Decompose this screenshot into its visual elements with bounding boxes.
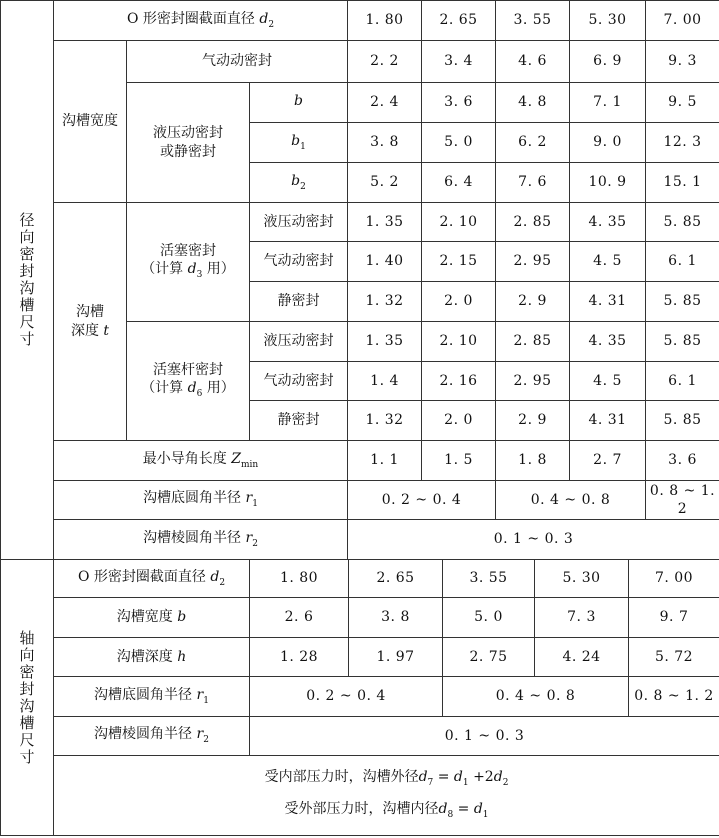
table-cell: 7. 3 <box>535 598 629 638</box>
table-cell: 2. 95 <box>496 242 570 282</box>
axial-note-row <box>1 756 719 836</box>
table-cell: 7. 1 <box>570 83 646 123</box>
table-cell: 2. 10 <box>422 203 496 242</box>
table-cell: 1. 40 <box>348 242 422 282</box>
width-pneumatic-row <box>1 41 719 83</box>
radial-bottom-radius-row <box>1 481 719 520</box>
table-cell: 1. 35 <box>348 322 422 362</box>
table-cell: 5. 85 <box>646 282 719 322</box>
table-cell: 5. 85 <box>646 203 719 242</box>
table-cell: 0. 1 ~ 0. 3 <box>250 717 719 756</box>
seal-type-label: 气动动密封 <box>250 242 348 282</box>
table-cell: 1. 5 <box>422 441 496 481</box>
axial-width-row <box>1 598 719 638</box>
axial-bottom-radius-row <box>1 677 719 717</box>
axial-bottom-radius-label: 沟槽底圆角半径 $r_1$ <box>54 677 250 717</box>
table-cell: 9. 0 <box>570 123 646 163</box>
table-cell: 0. 2 ~ 0. 4 <box>348 481 496 520</box>
axial-header-label: O 形密封圈截面直径 $d_2$ <box>54 560 250 598</box>
table-cell: 6. 1 <box>646 242 719 282</box>
chamfer-label: 最小导角长度 $Z_{min}$ <box>54 441 348 481</box>
radial-header-value: 1. 80 <box>348 1 422 41</box>
note-inner-pressure: 受内部压力时，沟槽外径$d_7 = d_1 +2d_2$ <box>264 768 509 788</box>
table-cell: 0. 4 ~ 0. 8 <box>443 677 629 717</box>
table-cell: 2. 9 <box>496 282 570 322</box>
axial-width-label: 沟槽宽度 b <box>54 598 250 638</box>
hydraulic-label: 液压动密封 或静密封 <box>127 83 250 203</box>
table-cell: 4. 5 <box>570 362 646 401</box>
axial-depth-row <box>1 638 719 677</box>
table-cell: 1. 32 <box>348 401 422 441</box>
table-cell: 5. 72 <box>629 638 719 677</box>
table-cell: 3. 6 <box>422 83 496 123</box>
note-outer-pressure: 受外部压力时，沟槽内径$d_8 = d_1$ <box>284 800 489 820</box>
table-cell: 2. 16 <box>422 362 496 401</box>
radial-header-value: 3. 55 <box>496 1 570 41</box>
axial-side-label: 轴向密封沟槽尺寸 <box>1 560 54 836</box>
table-cell: 2. 4 <box>348 83 422 123</box>
radial-header-row <box>1 1 719 41</box>
table-cell: 2. 0 <box>422 401 496 441</box>
table-cell: 5. 2 <box>348 163 422 203</box>
table-cell: 2. 7 <box>570 441 646 481</box>
table-cell: 1. 4 <box>348 362 422 401</box>
pressure-note <box>54 756 719 836</box>
radial-header-value: 7. 00 <box>646 1 719 41</box>
width-group-label: 沟槽宽度 <box>54 41 127 203</box>
table-cell: 5. 0 <box>422 123 496 163</box>
table-cell: 4. 8 <box>496 83 570 123</box>
radial-edge-radius-row <box>1 520 719 560</box>
axial-header-row <box>1 560 719 598</box>
seal-type-label: 静密封 <box>250 401 348 441</box>
table-cell: 3. 8 <box>349 598 443 638</box>
table-cell: 2. 0 <box>422 282 496 322</box>
depth-group-label: 沟槽 深度 t <box>54 203 127 441</box>
axial-depth-label: 沟槽深度 h <box>54 638 250 677</box>
edge-radius-label: 沟槽棱圆角半径 $r_2$ <box>54 520 348 560</box>
table-cell: 2. 2 <box>348 41 422 83</box>
table-cell: 1. 28 <box>250 638 349 677</box>
table-cell: 0. 1 ~ 0. 3 <box>348 520 719 560</box>
table-cell: 2. 75 <box>443 638 535 677</box>
table-cell: 1. 32 <box>348 282 422 322</box>
radial-header-label: O 形密封圈截面直径 $d_2$ <box>54 1 348 41</box>
table-cell: 3. 6 <box>646 441 719 481</box>
table-cell: 1. 35 <box>348 203 422 242</box>
seal-type-label: 静密封 <box>250 282 348 322</box>
width-var-cell: b <box>250 83 348 123</box>
radial-header-value: 2. 65 <box>422 1 496 41</box>
table-cell: 1. 1 <box>348 441 422 481</box>
axial-header-value: 1. 80 <box>250 560 349 598</box>
table-cell: 12. 3 <box>646 123 719 163</box>
table-cell: 2. 85 <box>496 203 570 242</box>
table-cell: 2. 10 <box>422 322 496 362</box>
table-cell: 1. 97 <box>349 638 443 677</box>
radial-header-value: 5. 30 <box>570 1 646 41</box>
table-cell: 1. 8 <box>496 441 570 481</box>
table-cell: 3. 8 <box>348 123 422 163</box>
table-cell: 4. 35 <box>570 322 646 362</box>
table-cell: 6. 2 <box>496 123 570 163</box>
table-cell: 9. 7 <box>629 598 719 638</box>
radial-side-label: 径向密封沟槽尺寸 <box>1 1 54 560</box>
table-cell: 4. 31 <box>570 282 646 322</box>
axial-header-value: 3. 55 <box>443 560 535 598</box>
chamfer-row <box>1 441 719 481</box>
table-cell: 2. 6 <box>250 598 349 638</box>
depth-piston-row <box>1 203 719 242</box>
table-cell: 4. 5 <box>570 242 646 282</box>
table-cell: 2. 95 <box>496 362 570 401</box>
table-cell: 4. 24 <box>535 638 629 677</box>
rod-seal-label: 活塞杆密封 （计算 $d_6$ 用） <box>127 322 250 441</box>
axial-header-value: 5. 30 <box>535 560 629 598</box>
bottom-radius-label: 沟槽底圆角半径 $r_1$ <box>54 481 348 520</box>
axial-header-value: 7. 00 <box>629 560 719 598</box>
table-cell: 5. 0 <box>443 598 535 638</box>
axial-edge-radius-label: 沟槽棱圆角半径 $r_2$ <box>54 717 250 756</box>
width-var-cell: $b_2$ <box>250 163 348 203</box>
table-cell: 4. 6 <box>496 41 570 83</box>
axial-edge-radius-row <box>1 717 719 756</box>
table-cell: 2. 15 <box>422 242 496 282</box>
table-cell: 2. 85 <box>496 322 570 362</box>
table-cell: 6. 4 <box>422 163 496 203</box>
table-cell: 2. 9 <box>496 401 570 441</box>
table-cell: 0. 8 ~ 1. 2 <box>629 677 719 717</box>
seal-type-label: 气动动密封 <box>250 362 348 401</box>
pneumatic-dynamic-label: 气动动密封 <box>127 41 348 83</box>
axial-header-value: 2. 65 <box>349 560 443 598</box>
piston-seal-label: 活塞密封 （计算 $d_3$ 用） <box>127 203 250 322</box>
seal-type-label: 液压动密封 <box>250 203 348 242</box>
table-cell: 9. 3 <box>646 41 719 83</box>
table-cell: 6. 9 <box>570 41 646 83</box>
table-cell: 0. 4 ~ 0. 8 <box>496 481 646 520</box>
axial-groove-table <box>0 559 719 836</box>
width-var-cell: $b_1$ <box>250 123 348 163</box>
table-cell: 7. 6 <box>496 163 570 203</box>
seal-type-label: 液压动密封 <box>250 322 348 362</box>
table-cell: 3. 4 <box>422 41 496 83</box>
table-cell: 5. 85 <box>646 322 719 362</box>
table-cell: 4. 31 <box>570 401 646 441</box>
table-cell: 5. 85 <box>646 401 719 441</box>
table-cell: 0. 8 ~ 1. 2 <box>646 481 719 520</box>
table-cell: 9. 5 <box>646 83 719 123</box>
table-cell: 0. 2 ~ 0. 4 <box>250 677 443 717</box>
table-cell: 6. 1 <box>646 362 719 401</box>
table-cell: 10. 9 <box>570 163 646 203</box>
table-cell: 4. 35 <box>570 203 646 242</box>
table-cell: 15. 1 <box>646 163 719 203</box>
